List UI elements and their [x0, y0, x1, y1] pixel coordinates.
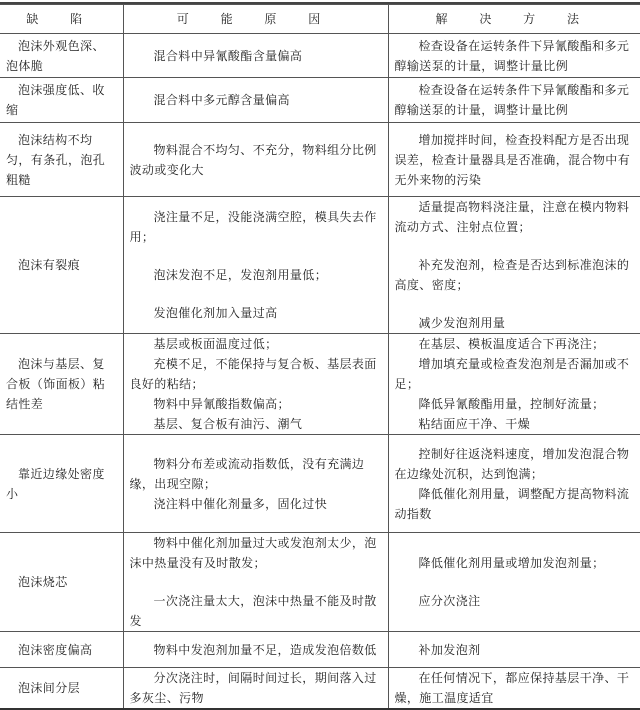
causes-cell: [123, 632, 388, 668]
defect-cell-text: 靠近边缘处密度小: [6, 466, 105, 501]
solutions-cell: [388, 334, 640, 435]
causes-cell-text: 物料中发泡剂加量不足，造成发泡倍数低: [153, 642, 377, 657]
solutions-cell-text: 增加搅拌时间，检查投料配方是否出现误差，检查计量器具是否准确，混合物中有无外来物的污染: [394, 132, 631, 187]
solutions-cell-text: 检查设备在运转条件下异氰酸酯和多元醇输送泵的计量，调整计量比例: [394, 83, 630, 117]
solutions-cell-text: 降低异氰酸酯用量，控制好流量；: [418, 397, 605, 411]
solutions-cell-text: 补充发泡剂，检查是否达到标准泡沫的高度、密度；: [394, 258, 630, 292]
solutions-cell: [388, 197, 640, 334]
causes-cell-text: 基层、复合板有油污、潮气: [153, 417, 303, 431]
header-row: [0, 5, 640, 34]
solutions-cell-text: 增加填充量或检查发泡剂是否漏加或不足；: [394, 357, 630, 391]
defect-cell: [0, 123, 123, 197]
solutions-cell: [388, 533, 640, 632]
header-defect: 缺 陷: [0, 5, 123, 34]
defect-cell: [0, 78, 123, 123]
table-row: [0, 197, 640, 334]
table-row: [0, 123, 640, 197]
causes-cell: [123, 668, 388, 710]
causes-cell-text: 浇注料中催化剂量多，固化过快: [153, 496, 328, 511]
causes-cell: [123, 435, 388, 533]
solutions-cell-text: 减少发泡剂用量: [418, 316, 506, 330]
solutions-cell: [388, 34, 640, 78]
defect-cell: [0, 334, 123, 435]
defect-cell-text: 泡沫结构不均匀，有条孔，泡孔粗糙: [6, 132, 106, 187]
defect-cell: [0, 533, 123, 632]
defect-cell: [0, 668, 123, 710]
solutions-cell-text: 控制好往返浇料速度，增加发泡混合物在边缘处沉积，达到饱满；: [394, 446, 630, 481]
solutions-cell: [388, 123, 640, 197]
causes-cell: [123, 197, 388, 334]
table-row: [0, 34, 640, 78]
defect-cell: [0, 34, 123, 78]
solutions-cell-text: 检查设备在运转条件下异氰酸酯和多元醇输送泵的计量，调整计量比例: [394, 38, 630, 73]
causes-cell-text: 发泡催化剂加入量过高: [153, 306, 278, 320]
table-row: [0, 435, 640, 533]
table-row: [0, 632, 640, 668]
solutions-cell-text: 在任何情况下，都应保持基层干净、干燥，施工温度适宜: [394, 671, 630, 705]
solutions-cell-text: 在基层、模板温度适合下再浇注；: [418, 337, 605, 351]
causes-cell-text: 分次浇注时，间隔时间过长，期间落入过多灰尘、污物: [129, 671, 377, 705]
causes-cell-text: 混合料中异氰酸酯含量偏高: [153, 48, 303, 63]
table-row: [0, 334, 640, 435]
causes-cell-text: 混合料中多元醇含量偏高: [153, 93, 290, 107]
causes-cell: [123, 123, 388, 197]
causes-cell-text: 物料混合不均匀、不充分，物料组分比例波动或变化大: [129, 142, 377, 177]
defect-cell-text: 泡沫与基层、复合板（饰面板）粘结性差: [6, 357, 106, 411]
defect-cell-text: 泡沫间分层: [18, 681, 81, 695]
causes-cell-text: 物料分布差或流动指数低，没有充满边缘，出现空隙；: [129, 456, 365, 491]
defect-cell-text: 泡沫有裂痕: [18, 258, 81, 272]
solutions-cell-text: 降低催化剂用量或增加发泡剂量；: [418, 556, 605, 570]
header-causes: 可 能 原 因: [123, 5, 388, 34]
solutions-cell: [388, 435, 640, 533]
causes-cell-text: 物料中异氰酸指数偏高；: [153, 397, 290, 411]
causes-cell: [123, 78, 388, 123]
defect-cell-text: 泡沫外观色深、泡体脆: [6, 38, 105, 73]
causes-cell: [123, 533, 388, 632]
causes-cell-text: 充模不足，不能保持与复合板、基层表面良好的粘结；: [129, 357, 377, 391]
defect-cell: [0, 197, 123, 334]
solutions-cell: [388, 668, 640, 710]
causes-cell: [123, 34, 388, 78]
solutions-cell-text: 粘结面应干净、干燥: [418, 417, 531, 431]
solutions-cell-text: 应分次浇注: [418, 594, 481, 608]
causes-cell-text: 浇注量不足，没能浇满空腔，模具失去作用；: [129, 210, 377, 244]
causes-cell-text: 泡沫发泡不足，发泡剂用量低；: [153, 268, 328, 282]
solutions-cell: [388, 78, 640, 123]
defect-cell-text: 泡沫强度低、收缩: [6, 83, 105, 117]
causes-cell-text: 一次浇注量太大，泡沫中热量不能及时散发: [129, 594, 377, 628]
causes-cell-text: 基层或板面温度过低；: [153, 337, 278, 351]
table-row: [0, 78, 640, 123]
solutions-cell-text: 补加发泡剂: [418, 642, 481, 657]
solutions-cell: [388, 632, 640, 668]
defect-cell-text: 泡沫密度偏高: [18, 642, 93, 657]
header-solutions: 解 决 方 法: [388, 5, 640, 34]
solutions-cell-text: 降低催化剂用量，调整配方提高物料流动指数: [394, 486, 630, 521]
defect-cell: [0, 435, 123, 533]
causes-cell: [123, 334, 388, 435]
defect-cell-text: 泡沫烧芯: [18, 575, 68, 589]
causes-cell-text: 物料中催化剂加量过大或发泡剂太少，泡沫中热量没有及时散发；: [129, 536, 377, 570]
defect-cell: [0, 632, 123, 668]
foam-defects-table: [0, 4, 640, 710]
table-row: [0, 668, 640, 710]
solutions-cell-text: 适量提高物料浇注量，注意在模内物料流动方式、注射点位置；: [394, 200, 630, 234]
table-row: [0, 533, 640, 632]
